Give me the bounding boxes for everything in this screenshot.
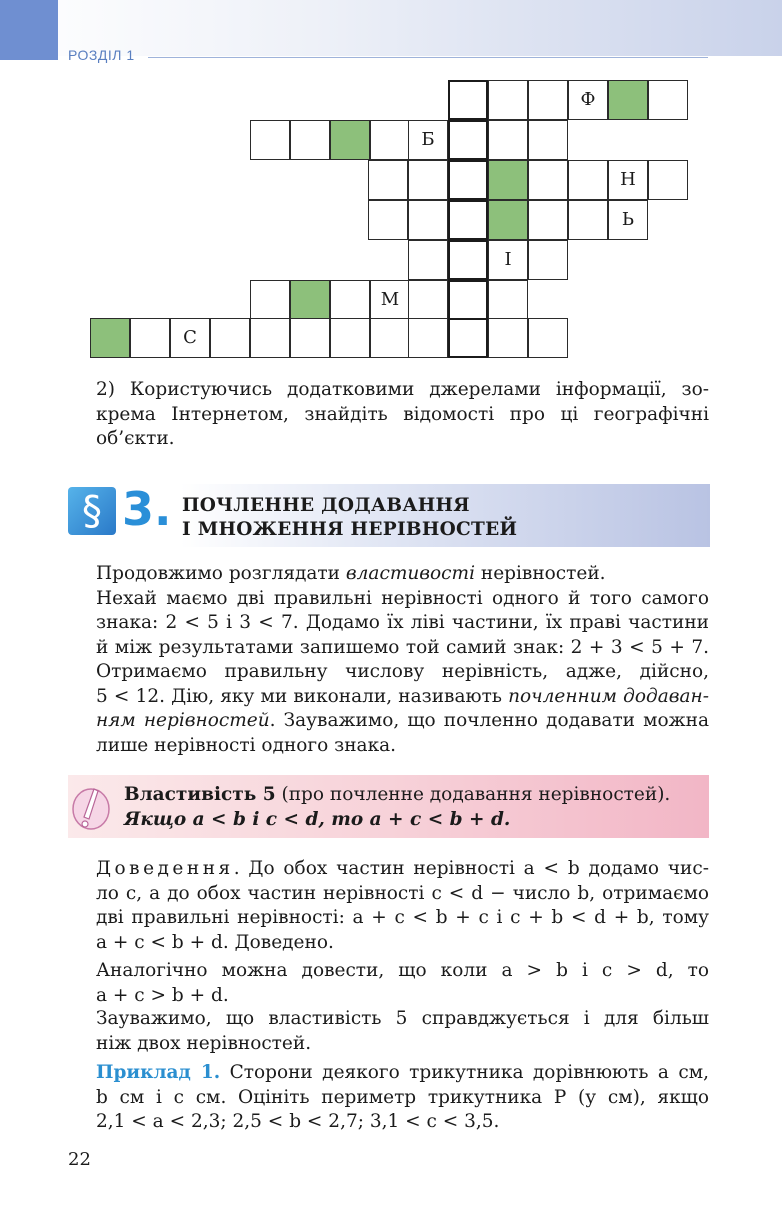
crossword-cell <box>408 160 448 200</box>
section-title-line: І МНОЖЕННЯ НЕРІВНОСТЕЙ <box>182 519 518 540</box>
example-label: Приклад 1. <box>96 1062 221 1083</box>
text-line: знака: 2 < 5 і 3 < 7. Додамо їх ліві частини, їх праві частини <box>96 612 709 633</box>
crossword-cell-highlight <box>488 160 528 200</box>
crossword-cell <box>408 280 448 320</box>
crossword-cell <box>448 80 488 120</box>
crossword-cell <box>488 318 528 358</box>
text-line: 5 < 12. Дію, яку ми виконали, називають почленним додаван- <box>96 685 709 707</box>
intro-paragraph <box>96 562 709 758</box>
section-title-line: ПОЧЛЕННЕ ДОДАВАННЯ <box>182 495 470 516</box>
text-line: дві правильні нерівності: a + c < b + c і c + b < d + b, тому <box>96 907 709 928</box>
proof-paragraph <box>96 857 709 955</box>
text-line: ніж двох нерівностей. <box>96 1032 312 1054</box>
analog-paragraph <box>96 959 709 1008</box>
corner-color-block <box>0 0 58 60</box>
text-line: ням нерівностей. Зауважимо, що почленно додавати можна <box>96 710 710 731</box>
crossword-cell <box>568 160 608 200</box>
crossword-cell <box>408 200 448 240</box>
crossword-cell <box>290 318 330 358</box>
crossword-cell-highlight <box>608 80 648 120</box>
paragraph-sign-icon: § <box>68 487 116 535</box>
crossword-cell <box>448 200 488 240</box>
crossword-cell <box>488 280 528 320</box>
crossword-cell <box>290 120 330 160</box>
crossword-cell <box>448 120 488 160</box>
crossword-cell <box>528 240 568 280</box>
crossword-cell <box>448 318 488 358</box>
text-line: Зауважимо, що властивість 5 справджується і для більш <box>96 1008 709 1029</box>
crossword-cell <box>488 120 528 160</box>
crossword-cell <box>330 318 370 358</box>
crossword-cell <box>488 80 528 120</box>
crossword-cell <box>130 318 170 358</box>
crossword-cell <box>210 318 250 358</box>
text-line: об’єкти. <box>96 428 175 449</box>
page-number: 22 <box>68 1149 91 1170</box>
crossword-cell <box>370 318 410 358</box>
task-2-paragraph <box>96 378 709 452</box>
section-number: 3. <box>122 482 172 536</box>
crossword-cell <box>648 160 688 200</box>
crossword-cell <box>250 280 290 320</box>
crossword-cell-letter: М <box>370 280 410 320</box>
crossword-cell <box>528 120 568 160</box>
crossword-cell <box>448 240 488 280</box>
header-rule <box>148 57 708 58</box>
text-line: 2,1 < a < 2,3; 2,5 < b < 2,7; 3,1 < c < 3,5. <box>96 1111 500 1132</box>
text-line: Аналогічно можна довести, що коли a > b і c > d, то <box>96 960 709 981</box>
crossword-cell-letter: Б <box>408 120 448 160</box>
crossword-cell <box>250 318 290 358</box>
property-5-text <box>124 783 698 832</box>
chapter-label: РОЗДІЛ 1 <box>68 47 135 63</box>
text-line: 2) Користуючись додатковими джерелами інформації, зо- <box>96 379 709 400</box>
crossword-cell-letter: С <box>170 318 210 358</box>
crossword-cell <box>448 280 488 320</box>
crossword-cell <box>528 80 568 120</box>
property-heading: Властивість 5 (про почленне додавання нерівностей). <box>124 784 671 805</box>
crossword-cell <box>408 240 448 280</box>
crossword-cell-highlight <box>488 200 528 240</box>
crossword-cell <box>528 160 568 200</box>
section-title <box>182 494 517 542</box>
text-line: Отримаємо правильну числову нерівність, адже, дійсно, <box>96 661 709 682</box>
exclamation-quill-icon <box>70 783 112 831</box>
crossword-cell-letter: І <box>488 240 528 280</box>
crossword-cell-highlight <box>90 318 130 358</box>
crossword-cell <box>528 200 568 240</box>
crossword-cell <box>250 120 290 160</box>
crossword-cell-letter: Н <box>608 160 648 200</box>
crossword-cell-letter: Ь <box>608 200 648 240</box>
text-line: Доведення. До обох частин нерівності a < b додамо чис- <box>96 858 709 879</box>
crossword-cell <box>368 200 408 240</box>
crossword-cell <box>568 200 608 240</box>
example-1-paragraph <box>96 1061 709 1135</box>
text-line: Нехай маємо дві правильні нерівності одного й того самого <box>96 587 709 609</box>
property-statement: Якщо a < b і c < d, то a + c < b + d. <box>124 808 511 830</box>
crossword-cell <box>408 318 448 358</box>
crossword-cell <box>330 280 370 320</box>
crossword-cell-letter: Ф <box>568 80 608 120</box>
text-line: a + c < b + d. Доведено. <box>96 931 334 953</box>
text-line: a + c > b + d. <box>96 984 229 1006</box>
text-line: b см і c см. Оцініть периметр трикутника P (у см), якщо <box>96 1086 709 1108</box>
crossword-cell-highlight <box>290 280 330 320</box>
crossword-cell <box>448 160 488 200</box>
text-line: й між результатами запишемо той самий знак: 2 + 3 < 5 + 7. <box>96 636 709 658</box>
text-line: лише нерівності одного знака. <box>96 734 397 756</box>
remark-paragraph <box>96 1007 709 1056</box>
text-line: Продовжимо розглядати властивості нерівностей. <box>96 563 606 584</box>
crossword-cell <box>368 160 408 200</box>
crossword-cell <box>370 120 410 160</box>
crossword-cell <box>648 80 688 120</box>
text-line: ло c, а до обох частин нерівності c < d − число b, отримаємо <box>96 882 709 904</box>
text-line: Приклад 1. Сторони деякого трикутника дорівнюють a см, <box>96 1062 709 1083</box>
text-line: крема Інтернетом, знайдіть відомості про ці географічні <box>96 403 709 425</box>
crossword-cell <box>528 318 568 358</box>
crossword-cell-highlight <box>330 120 370 160</box>
